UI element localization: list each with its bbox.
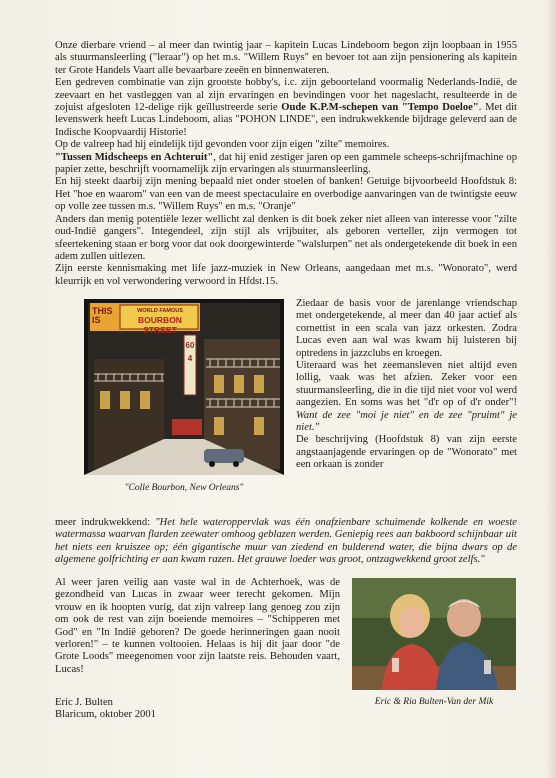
intro-paragraph-1: Onze dierbare vriend – al meer dan twintig jaar – kapitein Lucas Lindeboom begon zijn loopbaan in 1955 als stuurmansleerling ("leraar") op het m.s. "Willem Ruys" en bevoer tot aan zijn pensionering als kapitein ter Grote Handels Vaart alle bevaarbare zeeën en binnenwateren. [55,40,517,76]
closing-paragraph: Al weer jaren veilig aan vaste wal in de Achterhoek, was de gezondheid van Lucas in zwaar weer terecht gekomen. Mijn vrouw en ik hoopten vurig, dat zijn valreep lang genoeg zou zijn om ook de rest van zijn boeiende memoires – "Schipperen met God" en "In Indië geboren? De goede herinneringen gaan nooit verloren!" – te kunnen voltooien. Helaas is hij dit jaar door "de Grote Loods" meegenomen voor zijn laatste reis. Behouden vaart, Lucas! [55,577,340,675]
signoff [55,697,255,722]
intro-paragraph-4: En hij steekt daarbij zijn mening bepaald niet onder stoelen of banken! Getuige bijvoorbeeld Hoofdstuk 8: Het "hoe en waarom" van een van de meest spectaculaire en overbodige aanvaringen van de twintigste eeuw op volle zee tussen m.s. "Willem Ruys" en m.s. "Oranje" [55,176,517,213]
postcard-this-is [92,307,113,325]
right-paragraph-3: De beschrijving (Hoofdstuk 8) van zijn eerste angstaanjagende ervaringen op de "Wonorato" met een orkaan is zonder [296,434,517,471]
couple-portrait-illustration [352,578,516,690]
intro-paragraph-6: Zijn eerste kennismaking met life jazz-muziek in New Orleans, aangedaan met m.s. "Wonorato", werd kleurrijk en vol verwondering verwoord in Hfdst.15. [55,263,517,287]
postcard-is: IS [92,315,101,325]
closing-text [55,577,340,676]
author-name: Eric J. Bulten [55,697,113,708]
postcard-caption: "Colle Bourbon, New Orleans" [124,483,244,493]
intro-paragraph-5: Anders dan menig potentiële lezer wellicht zal denken is dit boek zeker niet alleen van interesse voor "zilte oud-Indië gangers". Integendeel, zijn stijl als vrijbuiter, als geboren verteller, zijn vermogen tot sfeertekening staan er borg voor dat ook doorgewinterde "walslurpen" net als ondergetekende dit boek in een adem zullen uitlezen. [55,213,517,262]
intro-paragraph-2-tail: . Met dit levenswerk heeft Lucas Lindeboom, alias "POHON LINDE", een indrukwekkende bijdrage geleverd aan de Indische Koopvaardij Historie! [55,102,517,138]
intro-paragraph-3-text: , dat hij enid zestiger jaren op een gammele scheeps-schrijfmachine op papier zette, beschrijft voornamelijk zijn ervaringen als stuurmansleerling. [55,151,517,176]
postcard-vertical-sign: 604 [185,341,195,363]
intro-paragraph-3 [55,139,517,176]
intro-paragraph-3-lead: Op de valreep had hij eindelijk tijd gevonden voor zijn eigen "zilte" memoires. [55,139,390,151]
quote-lead: meer indrukwekkend: [55,517,156,528]
intro-paragraph-2-text: Een gedreven combinatie van zijn grootste hobby's, i.c. zijn geboorteland voormalig Nederlands-Indië, de zeevaart en het vastleggen van al zijn ervaringen en bevindingen voor het nageslacht, resulteerde in de zojuist afgesloten 12-delige rijk geïllustreerde serie [55,77,517,114]
place-date: Blaricum, oktober 2001 [55,709,156,721]
postcard-this: THIS [92,306,113,316]
page-edge-shadow [546,0,556,778]
postcard-bourbon-street: BOURBON STREET [138,315,182,335]
couple-portrait [352,578,516,690]
bourbon-street-postcard [84,299,284,475]
right-paragraph-2-quote: Want de zee "moi je niet" en de zee "pruimt" je niet." [296,409,517,434]
right-paragraph-1: Ziedaar de basis voor de jarenlange vriendschap met ondergetekende, al meer dan 40 jaar actief als cornettist in een scala van jazz orkesten. Zodra Lucas even aan wal was kwam hij luisteren bij optredens in jazzclubs en kroegen. [296,298,517,359]
portrait-caption: Eric & Ria Bulten-Van der Mik [374,697,494,707]
series-title: Oude K.P.M-schepen van "Tempo Doeloe" [281,102,479,114]
postcard-world-famous: WORLD FAMOUS [137,308,183,314]
right-paragraph-2-text: Uiteraard was het zeemansleven niet altijd even lollig, vaak was het afzien. Zeker voor een stuurmansleerling, die in die tijd niet voor vol werd aangezien. En soms was het "d'r op of d'r onder"! [296,360,517,409]
quote-continuation [55,517,517,567]
right-paragraph-2 [296,360,517,434]
intro-paragraph-2 [55,77,517,139]
hurricane-quote [55,517,517,567]
book-title: "Tussen Midscheeps en Achteruit" [55,151,214,163]
right-column-text [296,298,517,472]
quote-text: "Het hele wateroppervlak was één onafzienbare schuimende kolkende en woeste watermassa waarvan flarden zeewater omhoog geblazen werden. Geniepig rees aan bakboord schijnbaar uit het niets een kruiszee op; één gigantische muur van ziedend en bulderend water, die bijna dwars op de algemene golfrichting er aan kwam razen. Het grauwe loeder was groot, ontzagwekkend groot zelfs." [55,517,517,566]
intro-text [55,40,517,288]
